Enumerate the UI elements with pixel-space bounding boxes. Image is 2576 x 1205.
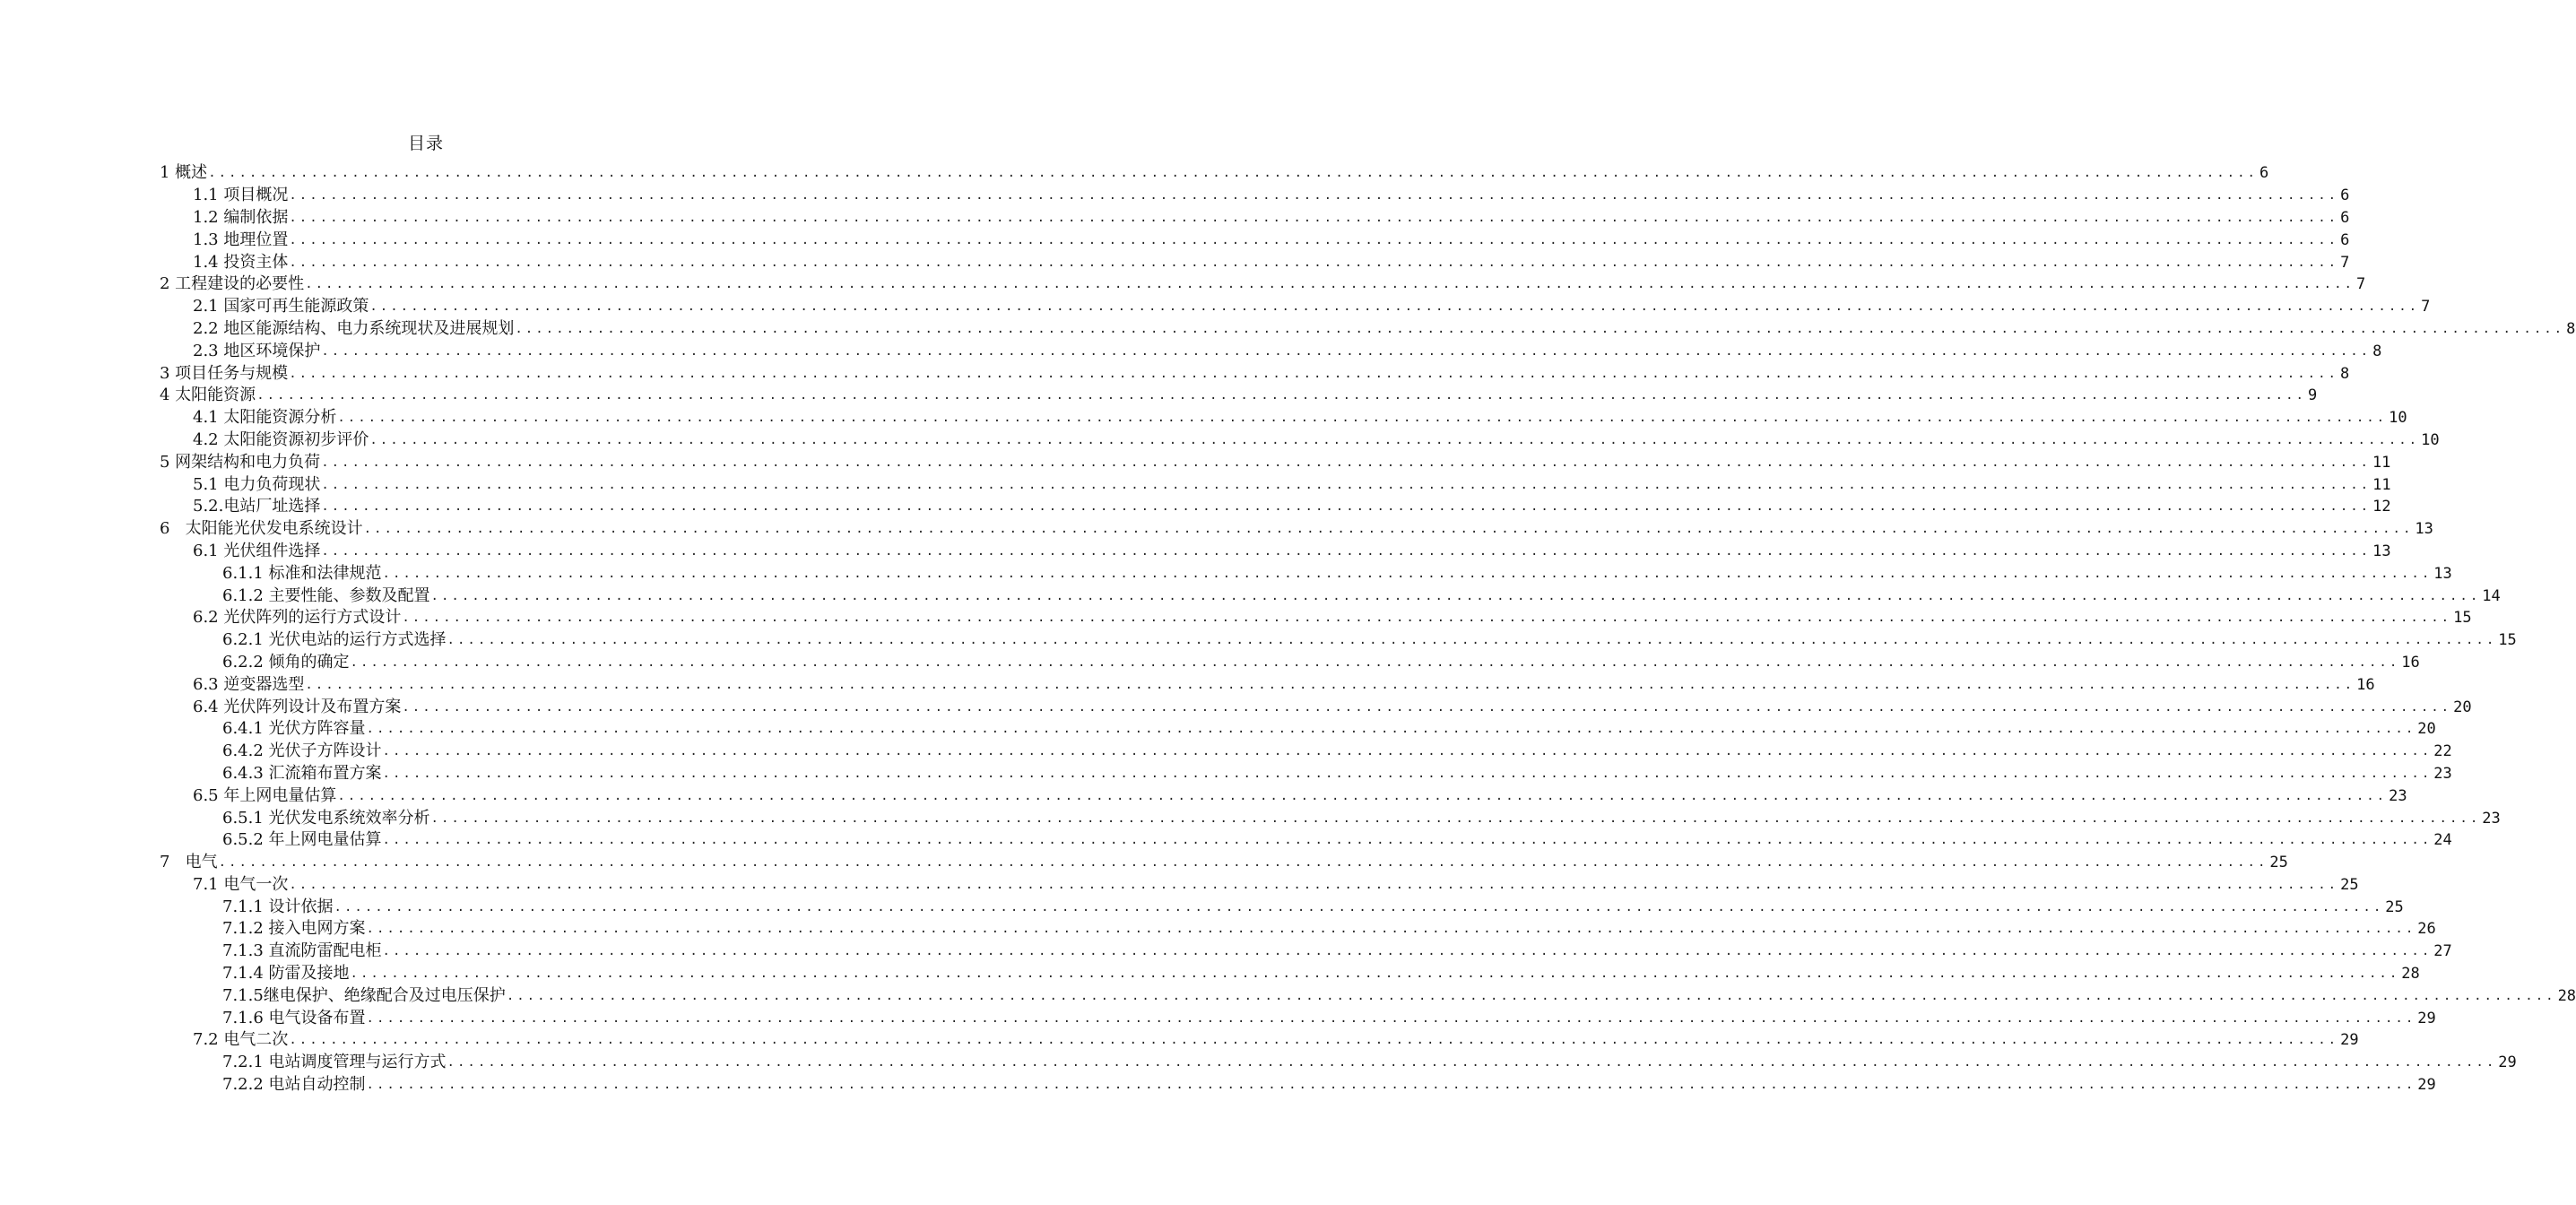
- toc-entry-label: 1 概述: [160, 163, 208, 183]
- toc-entry-label: 5.1 电力负荷现状: [193, 474, 321, 494]
- toc-entry-label: 6.4.1 光伏方阵容量: [222, 719, 366, 739]
- toc-dot-leader: ........................................................................................................................................................................................................: [321, 455, 2371, 470]
- toc-entry-page-number: 27: [2433, 942, 2452, 961]
- toc-dot-leader: ........................................................................................................................................................................................................: [363, 522, 2414, 537]
- toc-dot-leader: ........................................................................................................................................................................................................: [447, 1055, 2497, 1071]
- toc-entry[interactable]: [160, 829, 2452, 852]
- toc-dot-leader: ........................................................................................................................................................................................................: [382, 833, 2433, 848]
- toc-entry-page-number: 13: [2433, 564, 2452, 583]
- toc-entry-page-number: 7: [2355, 275, 2366, 294]
- toc-entry-page-number: 29: [2417, 1009, 2436, 1027]
- toc-entry[interactable]: [160, 696, 2472, 718]
- toc-entry[interactable]: [160, 340, 2382, 362]
- toc-dot-leader: ........................................................................................................................................................................................................: [218, 855, 2268, 871]
- toc-entry-page-number: 13: [2372, 542, 2391, 560]
- toc-dot-leader: ........................................................................................................................................................................................................: [350, 655, 2400, 670]
- toc-entry-page-number: 10: [2389, 409, 2407, 428]
- toc-entry[interactable]: [160, 496, 2391, 518]
- toc-entry-page-number: 22: [2433, 742, 2452, 761]
- toc-entry-label: 6.5.1 光伏发电系统效率分析: [222, 808, 430, 828]
- toc-entry-page-number: 6: [2259, 164, 2269, 183]
- toc-dot-leader: ........................................................................................................................................................................................................: [369, 432, 2420, 447]
- toc-entry[interactable]: [160, 607, 2472, 629]
- toc-entry-page-number: 14: [2482, 586, 2501, 605]
- toc-entry-page-number: 28: [2557, 986, 2576, 1005]
- toc-entry[interactable]: [160, 629, 2517, 652]
- toc-entry-label: 7.2.2 电站自动控制: [222, 1075, 366, 1095]
- toc-entry[interactable]: [160, 451, 2391, 473]
- toc-entry[interactable]: [160, 1029, 2359, 1052]
- toc-entry[interactable]: [160, 541, 2391, 563]
- toc-entry[interactable]: [160, 251, 2350, 273]
- toc-entry-label: 6 太阳能光伏发电系统设计: [160, 519, 363, 539]
- toc-entry-page-number: 25: [2385, 897, 2404, 916]
- toc-entry-label: 6.5 年上网电量估算: [193, 785, 337, 805]
- toc-entry-label: 3 项目任务与规模: [160, 363, 289, 383]
- toc-entry-page-number: 10: [2421, 430, 2440, 449]
- toc-entry[interactable]: [160, 1052, 2517, 1074]
- toc-entry-page-number: 11: [2372, 453, 2391, 472]
- toc-entry-label: 7.2.1 电站调度管理与运行方式: [222, 1053, 447, 1072]
- toc-entry[interactable]: [160, 362, 2350, 385]
- toc-dot-leader: ........................................................................................................................................................................................................: [321, 499, 2372, 515]
- toc-entry-page-number: 23: [2482, 809, 2501, 828]
- toc-entry[interactable]: [160, 296, 2431, 318]
- toc-entry[interactable]: [160, 918, 2436, 941]
- toc-dot-leader: ........................................................................................................................................................................................................: [369, 299, 2420, 315]
- toc-entry[interactable]: [160, 807, 2501, 829]
- toc-entry-page-number: 23: [2433, 764, 2452, 783]
- toc-dot-leader: ........................................................................................................................................................................................................: [382, 566, 2433, 581]
- toc-entry[interactable]: [160, 1007, 2436, 1029]
- toc-entry[interactable]: [160, 207, 2350, 230]
- toc-entry[interactable]: [160, 318, 2576, 341]
- toc-entry[interactable]: [160, 718, 2436, 741]
- toc-dot-leader: ........................................................................................................................................................................................................: [402, 611, 2452, 626]
- toc-entry-page-number: 7: [2340, 253, 2350, 272]
- toc-entry-label: 2.3 地区环境保护: [193, 341, 321, 360]
- toc-entry-page-number: 29: [2340, 1031, 2359, 1050]
- toc-entry[interactable]: [160, 273, 2366, 296]
- toc-entry-label: 1.3 地理位置: [193, 230, 289, 249]
- toc-dot-leader: ........................................................................................................................................................................................................: [366, 922, 2416, 937]
- toc-entry-page-number: 6: [2340, 208, 2350, 227]
- toc-entry-label: 1.4 投资主体: [193, 252, 289, 272]
- toc-entry[interactable]: [160, 896, 2404, 918]
- toc-entry-page-number: 12: [2372, 498, 2391, 516]
- toc-entry[interactable]: [160, 429, 2440, 452]
- toc-entry-page-number: 29: [2417, 1076, 2436, 1095]
- toc-entry-label: 7.1.1 设计依据: [222, 897, 334, 916]
- toc-dot-leader: ........................................................................................................................................................................................................: [208, 166, 2258, 181]
- toc-entry-page-number: 20: [2453, 698, 2472, 716]
- toc-entry-label: 2.2 地区能源结构、电力系统现状及进展规划: [193, 318, 515, 338]
- toc-entry[interactable]: [160, 963, 2420, 985]
- toc-entry-label: 2 工程建设的必要性: [160, 274, 305, 294]
- toc-dot-leader: ........................................................................................................................................................................................................: [382, 766, 2433, 781]
- toc-dot-leader: ........................................................................................................................................................................................................: [321, 477, 2372, 492]
- toc-dot-leader: ........................................................................................................................................................................................................: [321, 343, 2372, 359]
- toc-entry[interactable]: [160, 585, 2501, 607]
- toc-entry-label: 6.1.2 主要性能、参数及配置: [222, 585, 430, 605]
- toc-entry-page-number: 20: [2417, 720, 2436, 739]
- toc-entry-page-number: 29: [2498, 1053, 2517, 1072]
- toc-dot-leader: ........................................................................................................................................................................................................: [256, 388, 2306, 403]
- toc-dot-leader: ........................................................................................................................................................................................................: [402, 699, 2452, 715]
- toc-entry-label: 6.5.2 年上网电量估算: [222, 830, 382, 850]
- toc-dot-leader: ........................................................................................................................................................................................................: [337, 411, 2388, 426]
- toc-entry-label: 6.4.2 光伏子方阵设计: [222, 741, 382, 761]
- toc-entry-label: 1.1 项目概况: [193, 186, 289, 205]
- toc-entry[interactable]: [160, 162, 2269, 185]
- toc-entry-label: 4 太阳能资源: [160, 386, 256, 405]
- toc-entry-page-number: 16: [2356, 675, 2375, 694]
- toc-dot-leader: ........................................................................................................................................................................................................: [289, 1033, 2339, 1048]
- toc-entry-page-number: 15: [2453, 609, 2472, 628]
- toc-entry-page-number: 8: [2566, 319, 2576, 338]
- toc-entry-page-number: 25: [2340, 875, 2359, 894]
- toc-entry-page-number: 8: [2339, 364, 2350, 383]
- toc-dot-leader: ........................................................................................................................................................................................................: [366, 722, 2416, 737]
- toc-entry-page-number: 23: [2389, 786, 2407, 805]
- toc-dot-leader: ........................................................................................................................................................................................................: [515, 321, 2565, 336]
- toc-entry-label: 4.2 太阳能资源初步评价: [193, 429, 369, 449]
- toc-entry-page-number: 13: [2415, 520, 2433, 539]
- toc-entry[interactable]: [160, 1074, 2436, 1097]
- toc-entry[interactable]: [160, 518, 2433, 541]
- toc-dot-leader: ........................................................................................................................................................................................................: [447, 633, 2497, 648]
- toc-dot-leader: ........................................................................................................................................................................................................: [337, 788, 2388, 803]
- toc-entry-label: 7.1.4 防雷及接地: [222, 964, 350, 984]
- toc-entry[interactable]: [160, 652, 2420, 674]
- toc-entry-page-number: 28: [2401, 965, 2420, 984]
- toc-title: 目录: [407, 134, 444, 153]
- toc-entry-page-number: 15: [2498, 631, 2517, 650]
- toc-entry[interactable]: [160, 229, 2350, 251]
- toc-entry-label: 5 网架结构和电力负荷: [160, 452, 321, 472]
- toc-entry[interactable]: [160, 984, 2576, 1007]
- toc-entry-page-number: 24: [2433, 831, 2452, 850]
- toc-entry-label: 6.4.3 汇流箱布置方案: [222, 763, 382, 783]
- toc-entry-page-number: 25: [2269, 854, 2288, 872]
- toc-dot-leader: ........................................................................................................................................................................................................: [289, 366, 2338, 381]
- toc-entry[interactable]: [160, 473, 2391, 496]
- toc-entry-label: 7.2 电气二次: [193, 1030, 289, 1050]
- toc-entry-page-number: 26: [2417, 920, 2436, 939]
- toc-dot-leader: ........................................................................................................................................................................................................: [321, 543, 2372, 559]
- toc-dot-leader: ........................................................................................................................................................................................................: [366, 1010, 2416, 1026]
- toc-entry-page-number: 9: [2307, 386, 2318, 405]
- toc-entry-label: 7.1.3 直流防雷配电柜: [222, 941, 382, 961]
- toc-entry[interactable]: [160, 185, 2350, 207]
- toc-entry-page-number: 11: [2372, 475, 2391, 494]
- toc-dot-leader: ........................................................................................................................................................................................................: [289, 255, 2339, 270]
- toc-entry-page-number: 6: [2340, 186, 2350, 205]
- toc-entry-label: 6.2.1 光伏电站的运行方式选择: [222, 630, 447, 650]
- toc-dot-leader: ........................................................................................................................................................................................................: [289, 877, 2339, 892]
- toc-entry-label: 7 电气: [160, 853, 218, 872]
- toc-dot-leader: ........................................................................................................................................................................................................: [305, 677, 2355, 692]
- toc-dot-leader: ........................................................................................................................................................................................................: [382, 744, 2433, 759]
- toc-dot-leader: ........................................................................................................................................................................................................: [289, 210, 2339, 225]
- toc-entry[interactable]: [160, 852, 2288, 874]
- toc-dot-leader: ........................................................................................................................................................................................................: [289, 188, 2339, 204]
- toc-entry-label: 2.1 国家可再生能源政策: [193, 297, 369, 316]
- toc-dot-leader: ........................................................................................................................................................................................................: [366, 1078, 2416, 1093]
- toc-entry[interactable]: [160, 785, 2407, 807]
- toc-entry[interactable]: [160, 407, 2407, 429]
- toc-dot-leader: ........................................................................................................................................................................................................: [305, 277, 2355, 292]
- toc-entry-label: 6.1.1 标准和法律规范: [222, 563, 382, 583]
- toc-dot-leader: ........................................................................................................................................................................................................: [382, 944, 2433, 959]
- toc-entry-label: 6.2.2 倾角的确定: [222, 652, 350, 672]
- toc-dot-leader: ........................................................................................................................................................................................................: [334, 899, 2384, 915]
- toc-entry-page-number: 8: [2372, 342, 2382, 360]
- toc-entry-label: 7.1.6 电气设备布置: [222, 1008, 366, 1027]
- toc-dot-leader: ........................................................................................................................................................................................................: [430, 588, 2481, 603]
- toc-entry-label: 7.1 电气一次: [193, 874, 289, 894]
- toc-entry-label: 5.2.电站厂址选择: [193, 497, 321, 516]
- toc-entry-label: 7.1.2 接入电网方案: [222, 919, 366, 939]
- toc-entry[interactable]: [160, 562, 2452, 585]
- toc-entry[interactable]: [160, 941, 2452, 963]
- toc-entry[interactable]: [160, 874, 2359, 897]
- table-of-contents: [160, 162, 2576, 1096]
- toc-entry-page-number: 7: [2421, 298, 2431, 316]
- toc-entry-label: 4.1 太阳能资源分析: [193, 408, 337, 428]
- toc-entry[interactable]: [160, 763, 2452, 785]
- toc-entry-label: 6.3 逆变器选型: [193, 674, 305, 694]
- toc-dot-leader: ........................................................................................................................................................................................................: [289, 232, 2339, 247]
- toc-entry-label: 6.1 光伏组件选择: [193, 541, 321, 560]
- toc-entry-label: 6.4 光伏阵列设计及布置方案: [193, 697, 402, 716]
- toc-entry[interactable]: [160, 673, 2375, 696]
- toc-dot-leader: ........................................................................................................................................................................................................: [506, 988, 2556, 1003]
- toc-entry[interactable]: [160, 741, 2452, 763]
- toc-entry-page-number: 16: [2401, 653, 2420, 672]
- toc-entry-page-number: 6: [2340, 230, 2350, 249]
- toc-entry-label: 1.2 编制依据: [193, 207, 289, 227]
- toc-entry-label: 7.1.5继电保护、绝缘配合及过电压保护: [222, 985, 506, 1005]
- toc-dot-leader: ........................................................................................................................................................................................................: [350, 967, 2400, 982]
- toc-entry[interactable]: [160, 385, 2318, 407]
- toc-dot-leader: ........................................................................................................................................................................................................: [430, 811, 2481, 826]
- toc-entry-label: 6.2 光伏阵列的运行方式设计: [193, 608, 402, 628]
